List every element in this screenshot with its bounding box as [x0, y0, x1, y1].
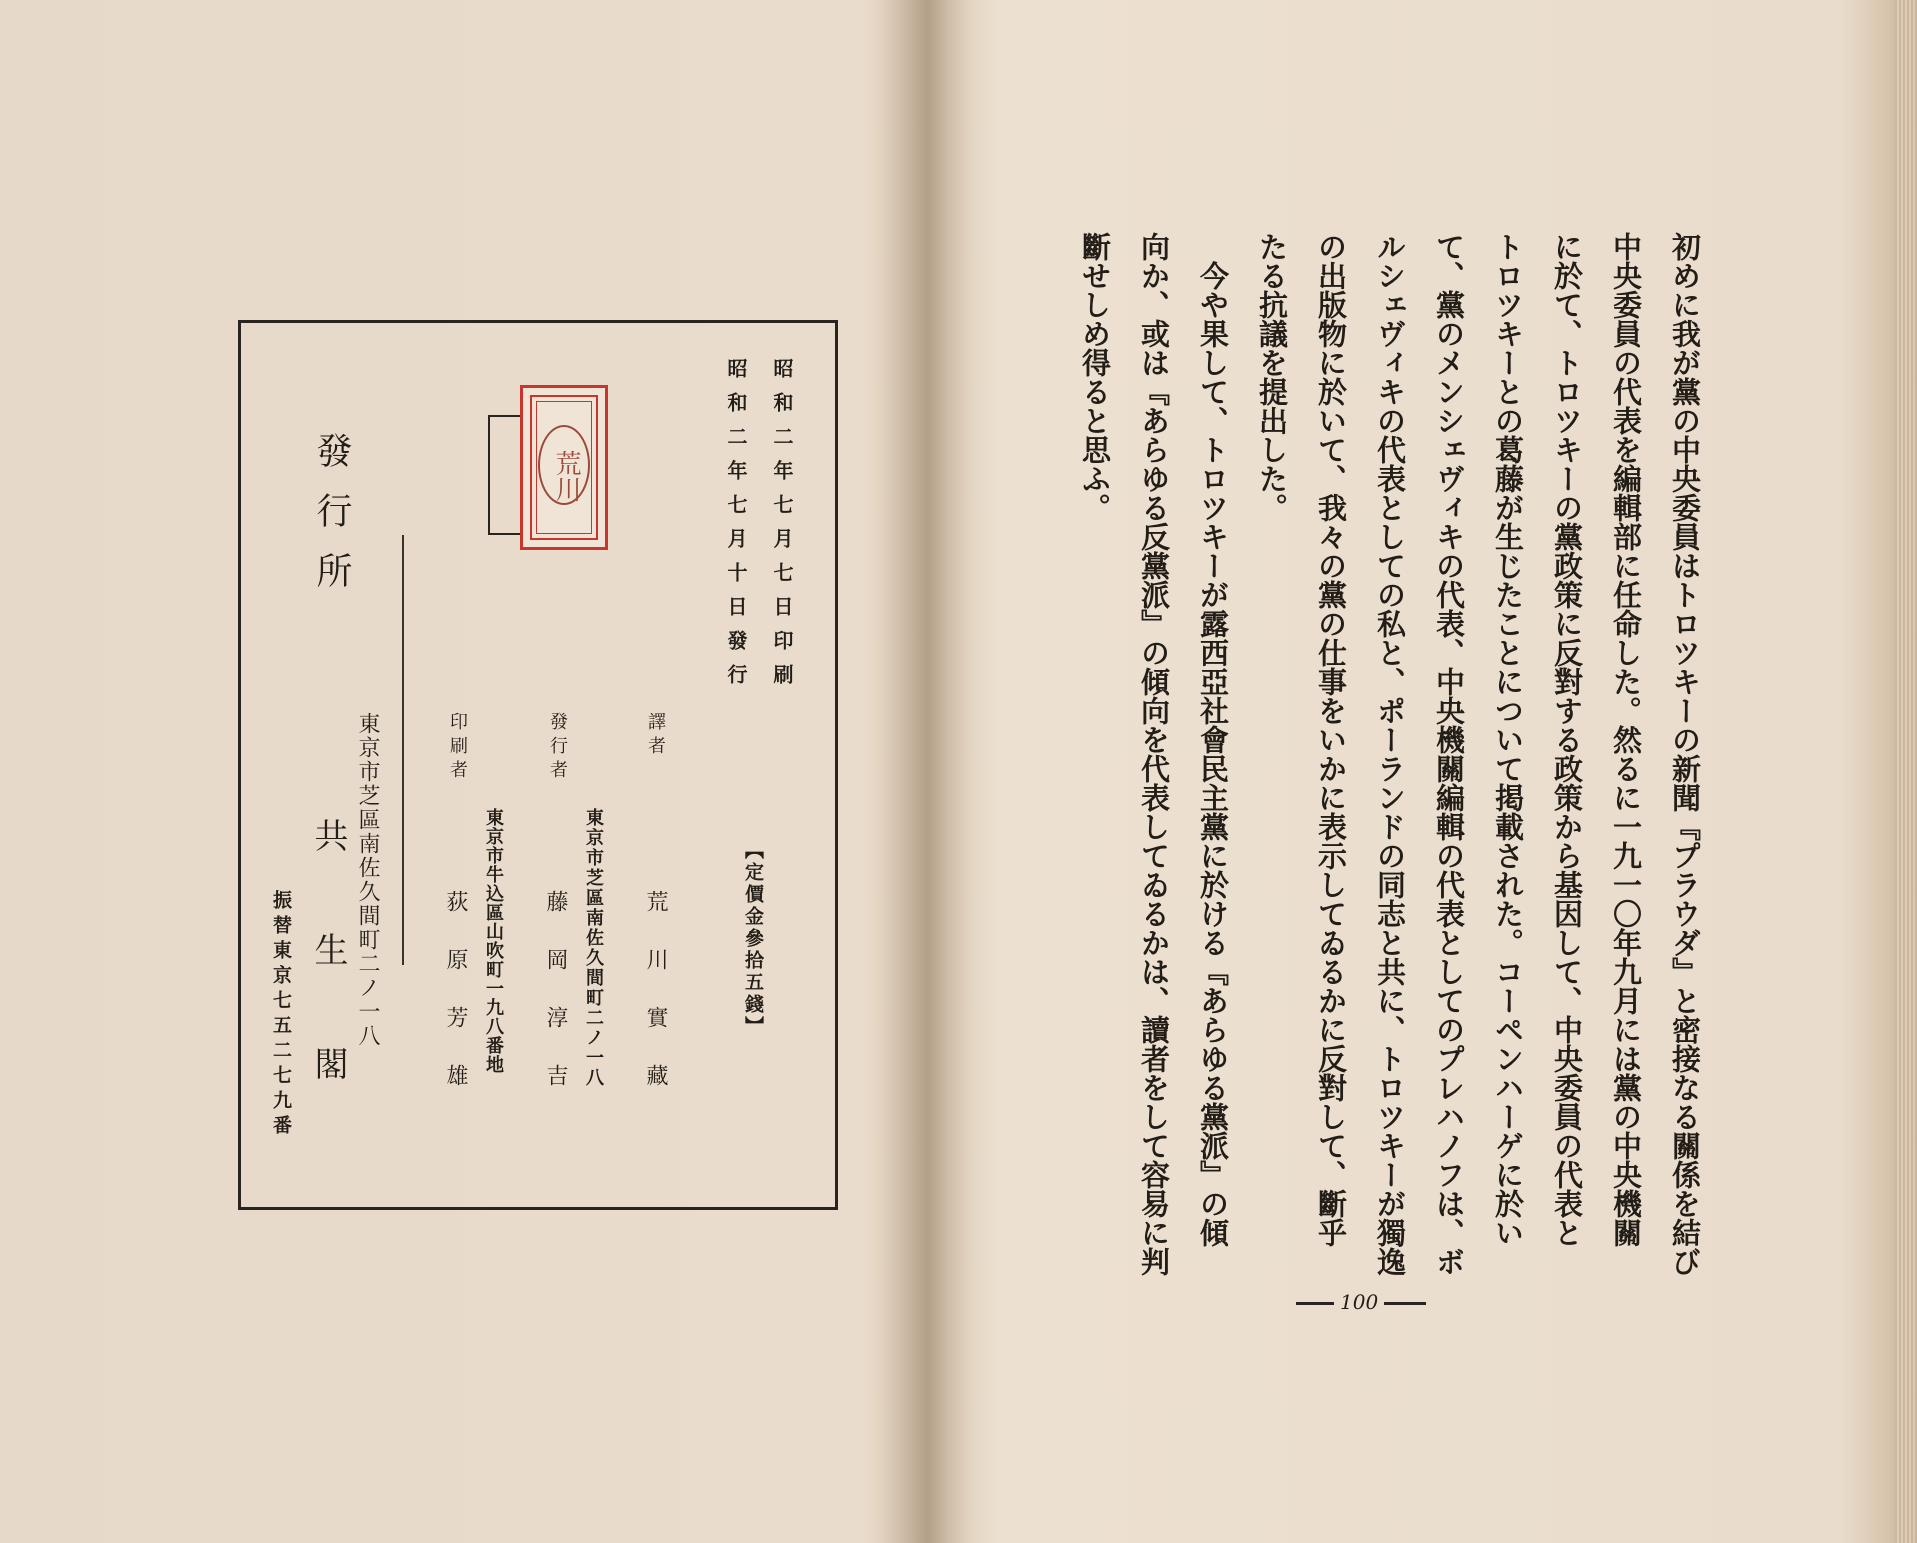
publisher-role: 發行者 — [547, 712, 568, 784]
colophon-divider — [402, 535, 404, 965]
body-line-7: の出版物に於いて、我々の黨の仕事をいかに表示してゐるかに反對して、斷乎 — [1314, 232, 1348, 1247]
body-line-4: トロツキーとの葛藤が生じたことについて掲載された。コーペンハーゲに於い — [1491, 232, 1525, 1247]
publishing-house-address: 東京市芝區南佐久間町二ノ一八 — [355, 712, 380, 1048]
body-line-1: 初めに我が黨の中央委員はトロツキーの新聞『プラウダ』と密接なる關係を結び — [1668, 232, 1702, 1276]
print-date: 昭和二年七月七日印刷 — [770, 358, 794, 698]
body-line-5: て、黨のメンシェヴィキの代表、中央機關編輯の代表としてのプレハノフは、ボ — [1432, 232, 1466, 1276]
body-line-3: に於て、トロツキーの黨政策に反對する政策から基因して、中央委員の代表と — [1550, 232, 1584, 1247]
stamp-bracket — [488, 415, 520, 535]
body-line-11: 斷せしめ得ると思ふ。 — [1078, 232, 1112, 522]
gutter-shadow — [880, 0, 970, 1543]
translator-name: 荒川實藏 — [643, 890, 668, 1122]
page-number: 100 — [1340, 1290, 1379, 1314]
printer-address: 東京市牛込區山吹町一九八番地 — [483, 808, 504, 1074]
translator-role: 譯者 — [645, 712, 666, 760]
page-number-dash-right — [1384, 1302, 1426, 1305]
publishing-house-name: 共生閣 — [308, 818, 348, 1160]
body-line-10: 向か、或は『あらゆる反黨派』の傾向を代表してゐるかは、讀者をして容易に判 — [1137, 232, 1171, 1276]
price-label: 【定價金參拾五錢】 — [742, 840, 764, 1038]
seal-mark: 荒川 — [551, 450, 581, 502]
publisher-address: 東京市芝區南佐久間町二ノ一八 — [583, 808, 604, 1088]
printer-name: 荻原芳雄 — [443, 890, 468, 1122]
publishing-house-label: 發行所 — [311, 432, 352, 612]
body-line-8: たる抗議を提出した。 — [1255, 232, 1289, 522]
publish-date: 昭和二年七月十日發行 — [724, 358, 748, 698]
postal-transfer: 振替東京七五二七九番 — [270, 890, 292, 1140]
page-edge — [1895, 0, 1917, 1543]
page-number-dash-left — [1296, 1302, 1334, 1305]
publisher-name: 藤岡淳吉 — [543, 890, 568, 1122]
printer-role: 印刷者 — [447, 712, 468, 784]
body-line-6: ルシェヴィキの代表としての私と、ポーランドの同志と共に、トロツキーが獨逸 — [1373, 232, 1407, 1276]
body-line-9: 今や果して、トロツキーが露西亞社會民主黨に於ける『あらゆる黨派』の傾 — [1196, 232, 1230, 1247]
body-line-2: 中央委員の代表を編輯部に任命した。然るに一九一〇年九月には黨の中央機關 — [1609, 232, 1643, 1247]
